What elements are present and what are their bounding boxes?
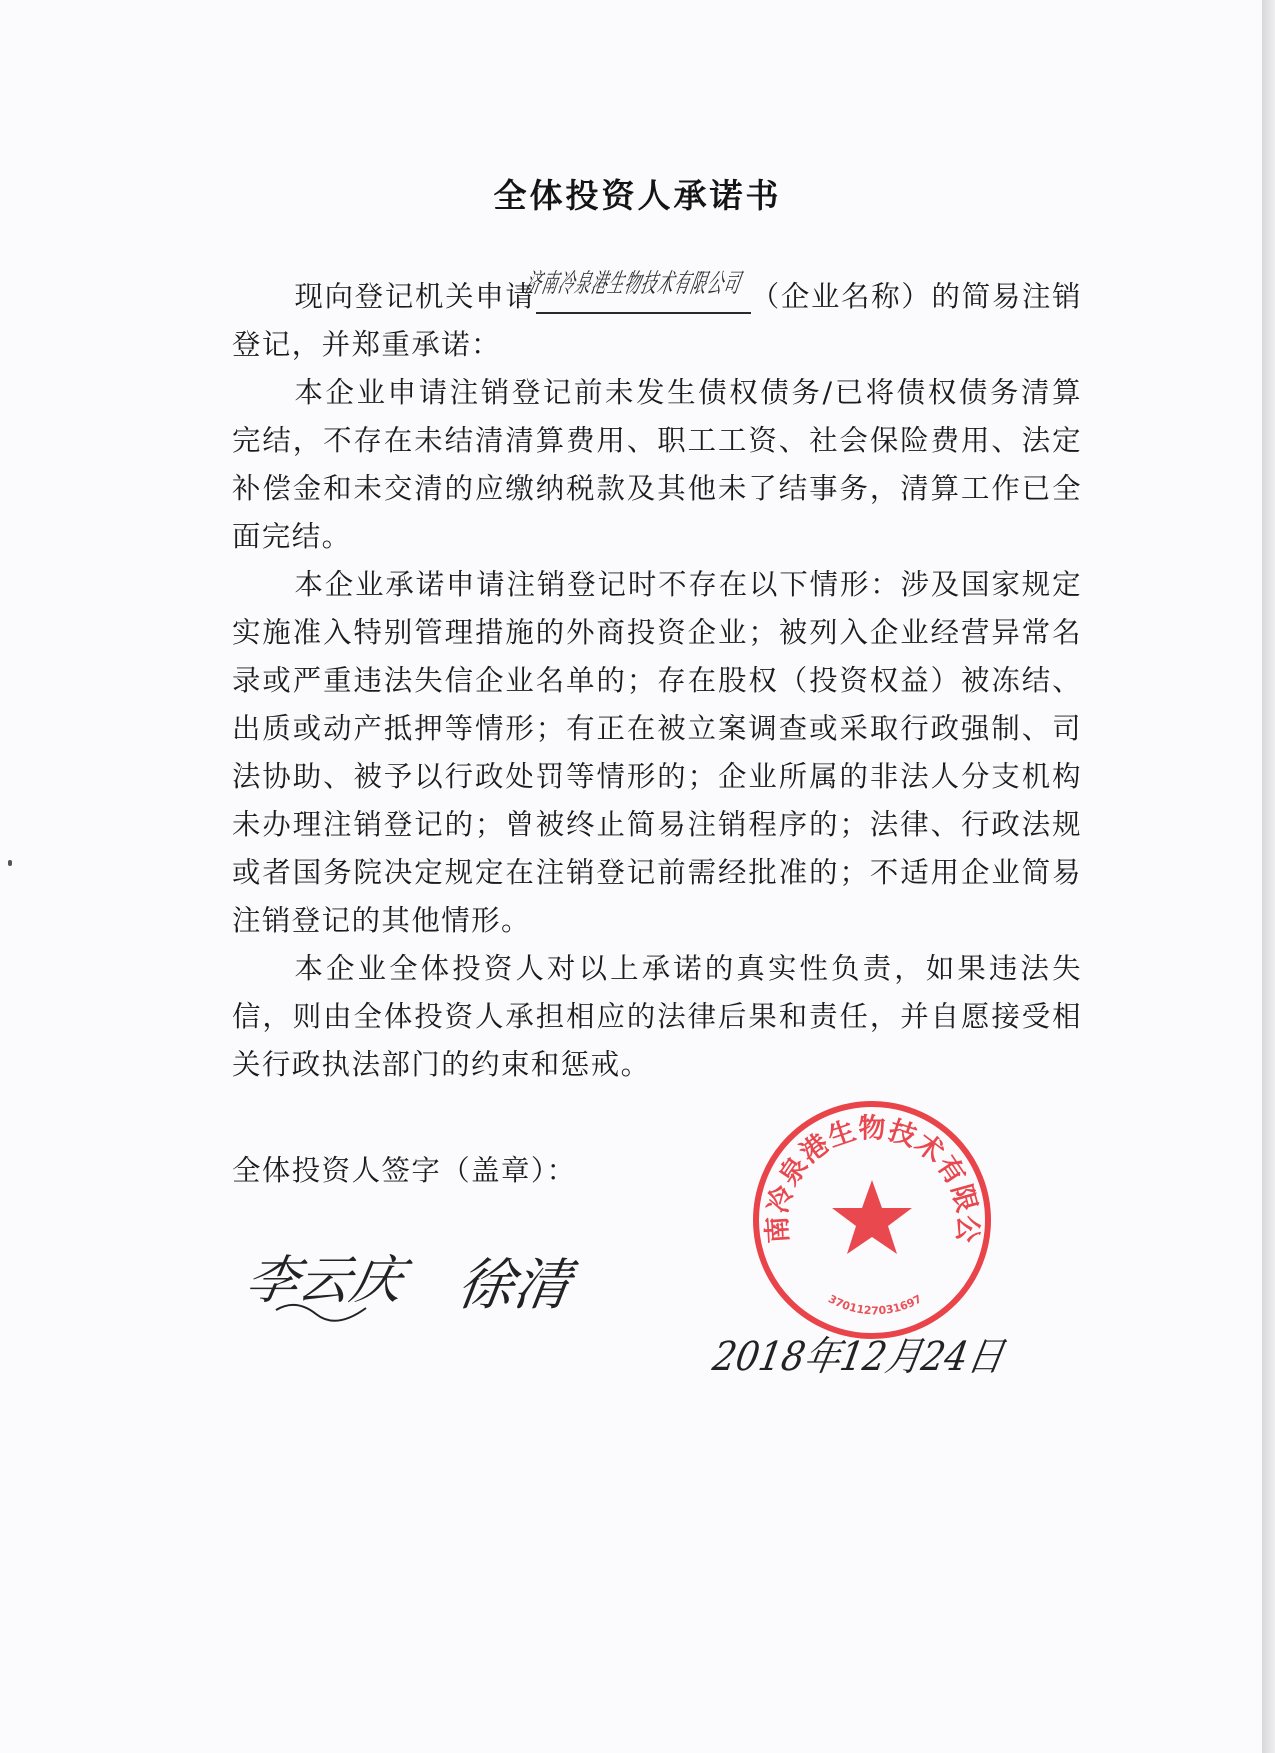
red-seal-stamp [750, 1098, 995, 1343]
svg-text:3701127031697: 3701127031697 [826, 1292, 924, 1318]
svg-text:2018年12月24日: 2018年12月24日 [709, 1333, 1042, 1380]
svg-text:济南冷泉港生物技术有限公司: 济南冷泉港生物技术有限公司 [521, 269, 886, 299]
paragraph-responsibility: 本企业全体投资人对以上承诺的真实性负责，如果违法失信，则由全体投资人承担相应的法律后果和责任，并自愿接受相关行政执法部门的约束和惩戒。 [232, 952, 1082, 1081]
handwritten-signatures [241, 1228, 616, 1338]
document-body [232, 268, 1082, 1089]
signature-1: 李云庆 [241, 1250, 409, 1311]
paragraph-debts: 本企业申请注销登记前未发生债权债务/已将债权债务清算完结，不存在未结清清算费用、职工工资、社会保险费用、法定补偿金和未交清的应缴纳税款及其他未了结事务，清算工作已全面完结。 [232, 376, 1082, 553]
intro-prefix: 现向登记机关申请 [294, 280, 536, 313]
company-seal [750, 1098, 995, 1343]
svg-text:济南冷泉港生物技术有限公司: 南冷泉港生物技术有限公 [761, 1113, 984, 1245]
star-icon [832, 1180, 912, 1254]
signature-label: 全体投资人签字（盖章）： [232, 1154, 577, 1187]
investor-signatures [241, 1228, 616, 1342]
intro-paragraph [232, 268, 1082, 369]
date-signature [709, 1320, 1042, 1390]
signature-2: 徐清 [453, 1253, 575, 1318]
scan-speck [8, 860, 12, 866]
scan-edge [1262, 0, 1275, 1753]
handwritten-date [709, 1320, 1042, 1394]
intro-suffix: （企业名称）的简易注销登记，并郑重承诺： [232, 280, 1082, 361]
paragraph-exclusions: 本企业承诺申请注销登记时不存在以下情形：涉及国家规定实施准入特别管理措施的外商投资企业；被列入企业经营异常名录或严重违法失信企业名单的；存在股权（投资权益）被冻结、出质或动产抵押等情形；有正在被立案调查或采取行政强制、司法协助、被予以行政处罚等情形的；企业所属的非法人分支机构未办理注销登记的；曾被终止简易注销程序的；法律、行政法规或者国务院决定规定在注销登记前需经批准的；不适用企业简易注销登记的其他情形。 [232, 568, 1082, 937]
handwritten-company-name [521, 268, 886, 314]
document-title: 全体投资人承诺书 [493, 176, 782, 215]
